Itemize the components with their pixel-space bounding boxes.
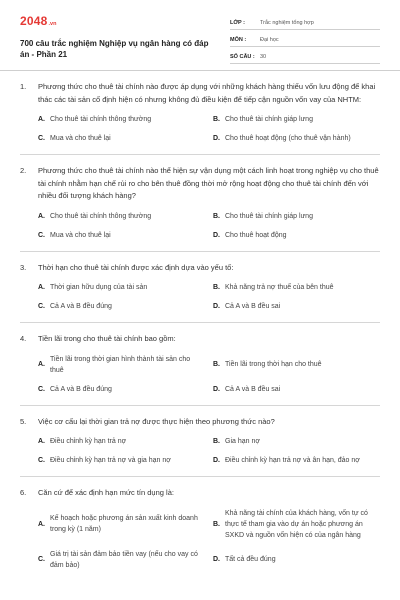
- answer-option[interactable]: [213, 301, 380, 312]
- answer-label: B.: [213, 361, 220, 368]
- answer-text: Điều chỉnh kỳ hạn trả nợ và gia hạn nợ: [50, 457, 171, 464]
- answer-text: Giá trị tài sản đảm bảo tiền vay (nếu cho vay có đảm bảo): [50, 550, 198, 569]
- answer-text: Mua và cho thuê lại: [50, 231, 111, 239]
- meta-row-subject: [230, 33, 380, 47]
- site-logo[interactable]: [20, 14, 220, 28]
- answer-option[interactable]: [38, 230, 205, 241]
- answer-option[interactable]: [38, 436, 205, 447]
- answer-option[interactable]: [213, 384, 380, 395]
- document-meta: [230, 16, 380, 70]
- answer-option[interactable]: [38, 455, 205, 466]
- meta-value: Đại học: [260, 36, 279, 43]
- answer-label: B.: [213, 212, 220, 220]
- document-title: 700 câu trắc nghiệm Nghiệp vụ ngân hàng có đáp án - Phần 21: [20, 39, 209, 59]
- question-item: [20, 487, 380, 571]
- answer-text: Kế hoạch hoặc phương án sản xuất kinh doanh trong kỳ (1 năm): [50, 515, 198, 533]
- answer-label: C.: [38, 135, 45, 142]
- answer-text: Cả A và B đều sai: [225, 303, 281, 310]
- answer-option[interactable]: [213, 230, 380, 241]
- answer-grid: [20, 211, 380, 241]
- answer-text: Cho thuê tài chính giáp lưng: [225, 116, 313, 123]
- answer-text: Cả A và B đều đúng: [50, 385, 112, 393]
- document-header: [0, 0, 400, 71]
- answer-label: D.: [213, 385, 220, 393]
- answer-option[interactable]: [213, 354, 380, 376]
- question-number: 5.: [20, 416, 27, 426]
- brand-block: [20, 14, 220, 70]
- answer-text: Mua và cho thuê lại: [50, 135, 111, 142]
- answer-option[interactable]: [213, 114, 380, 125]
- answer-label: B.: [213, 438, 220, 445]
- answer-label: D.: [213, 457, 220, 464]
- answer-text: Cả A và B đều đúng: [50, 303, 112, 310]
- question-number: 6.: [20, 488, 27, 497]
- question-text: Việc cơ cấu lại thời gian trả nợ được thực hiện theo phương thức nào?: [38, 416, 275, 426]
- answer-option[interactable]: [213, 549, 380, 571]
- question-text: Phương thức cho thuê tài chính nào thể hiện sự vận dụng một cách linh hoạt trong nghiệp vụ cho thuê tài chính nhằm hạn chế rủi ro cho bên thuê đồng thời mở rộng hoạt động cho thuê tài chính đến với nhiều đối tượng khách hàng?: [38, 166, 379, 200]
- meta-key: SỐ CÂU :: [230, 53, 255, 60]
- meta-value: 30: [260, 53, 267, 60]
- divider: [20, 154, 380, 155]
- answer-text: Tất cả đều đúng: [225, 556, 276, 563]
- answer-label: A.: [38, 520, 45, 528]
- answer-text: Điều chỉnh kỳ hạn trả nợ: [50, 438, 127, 445]
- question-list: [0, 71, 400, 571]
- answer-grid: [20, 436, 380, 466]
- answer-option[interactable]: [213, 282, 380, 293]
- answer-option[interactable]: [38, 354, 205, 376]
- question-text: Căn cứ để xác định hạn mức tín dụng là:: [38, 488, 174, 497]
- question-text: Thời hạn cho thuê tài chính được xác định dựa vào yếu tố:: [38, 262, 234, 272]
- answer-option[interactable]: [38, 282, 205, 293]
- question-text: Tiền lãi trong cho thuê tài chính bao gồm:: [38, 334, 176, 343]
- divider: [20, 322, 380, 323]
- answer-option[interactable]: [38, 384, 205, 395]
- answer-label: D.: [213, 556, 220, 563]
- question-number: 4.: [20, 334, 27, 343]
- answer-grid: [20, 354, 380, 395]
- question-item: [20, 416, 380, 478]
- answer-label: D.: [213, 135, 220, 142]
- answer-option[interactable]: [38, 211, 205, 222]
- divider: [20, 251, 380, 252]
- answer-label: A.: [38, 116, 45, 123]
- answer-label: C.: [38, 556, 45, 563]
- answer-option[interactable]: [213, 455, 380, 466]
- answer-text: Cho thuê tài chính giáp lưng: [225, 212, 313, 220]
- answer-option[interactable]: [213, 436, 380, 447]
- answer-option[interactable]: [38, 549, 205, 571]
- answer-label: D.: [213, 231, 220, 239]
- answer-option[interactable]: [38, 133, 205, 144]
- logo-domain-text: .vn: [48, 21, 57, 27]
- answer-text: Tiền lãi trong thời gian hình thành tài sản cho thuê: [50, 355, 191, 374]
- answer-option[interactable]: [213, 211, 380, 222]
- divider: [20, 405, 380, 406]
- answer-label: C.: [38, 303, 45, 310]
- divider: [20, 476, 380, 477]
- question-number: 1.: [20, 82, 27, 91]
- meta-value: Trắc nghiệm tổng hợp: [260, 19, 314, 26]
- answer-text: Điều chỉnh kỳ hạn trả nợ và ân hạn, đảo nợ: [225, 457, 360, 464]
- question-number: 3.: [20, 262, 27, 272]
- answer-option[interactable]: [38, 508, 205, 541]
- answer-label: C.: [38, 457, 45, 464]
- answer-label: A.: [38, 361, 45, 368]
- meta-key: LỚP :: [230, 19, 245, 26]
- meta-row-class: [230, 16, 380, 30]
- question-item: [20, 165, 380, 252]
- answer-grid: [20, 114, 380, 144]
- answer-text: Tiền lãi trong thời hạn cho thuê: [225, 361, 322, 368]
- answer-text: Khả năng trả nợ thuế của bên thuê: [225, 284, 334, 291]
- meta-row-count: [230, 50, 380, 64]
- question-number: 2.: [20, 166, 27, 175]
- answer-text: Cho thuê hoạt động (cho thuê vận hành): [225, 135, 351, 142]
- question-text: Phương thức cho thuê tài chính nào được áp dụng với những khách hàng thiếu vốn lưu động để khai thác các tài sản cố định hiện có nhưng không đủ điều kiện để tiếp cận nguồn vốn vay của NHTM:: [38, 82, 376, 104]
- answer-grid: [20, 508, 380, 571]
- answer-label: A.: [38, 438, 45, 445]
- meta-key: MÔN :: [230, 36, 247, 43]
- answer-label: A.: [38, 284, 45, 291]
- answer-text: Cho thuê tài chính thông thường: [50, 116, 152, 123]
- answer-text: Thời gian hữu dụng của tài sản: [50, 284, 148, 291]
- answer-label: B.: [213, 520, 220, 528]
- answer-text: Cả A và B đều sai: [225, 385, 281, 393]
- answer-text: Cho thuê hoạt động: [225, 231, 287, 239]
- answer-option[interactable]: [38, 301, 205, 312]
- answer-label: C.: [38, 385, 45, 393]
- answer-option[interactable]: [213, 133, 380, 144]
- logo-main-text: 2048: [20, 14, 48, 28]
- answer-label: B.: [213, 284, 220, 291]
- answer-text: Gia hạn nợ: [225, 438, 260, 445]
- answer-label: B.: [213, 116, 220, 123]
- answer-label: A.: [38, 212, 45, 220]
- answer-option[interactable]: [38, 114, 205, 125]
- answer-text: Cho thuê tài chính thông thường: [50, 212, 152, 220]
- question-item: [20, 81, 380, 155]
- question-item: [20, 333, 380, 406]
- answer-label: D.: [213, 303, 220, 310]
- answer-label: C.: [38, 231, 45, 239]
- question-item: [20, 262, 380, 324]
- answer-text: Khả năng tài chính của khách hàng, vốn tự có thực tế tham gia vào dự án hoặc phương án SXKD và nguồn vốn hiện có của ngân hàng: [225, 509, 368, 539]
- answer-option[interactable]: [213, 508, 380, 541]
- answer-grid: [20, 282, 380, 312]
